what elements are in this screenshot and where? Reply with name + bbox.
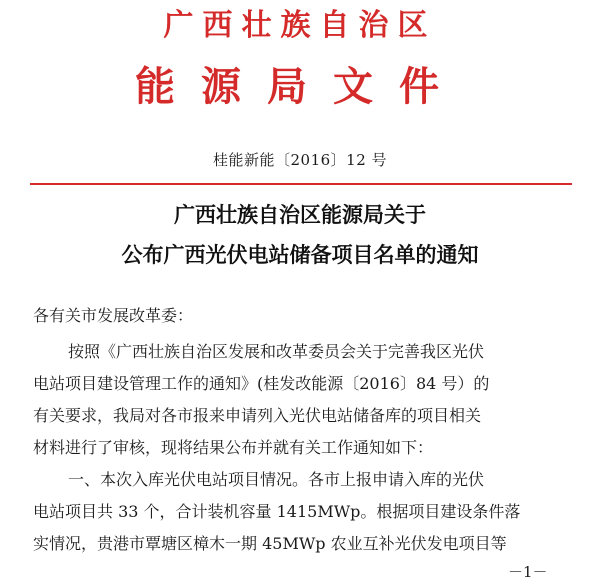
body-line: 实情况，贵港市覃塘区樟木一期 45MWp 农业互补光伏发电项目等 xyxy=(33,534,507,553)
red-divider-line xyxy=(30,183,572,185)
issuing-organization: 广西壮族自治区 xyxy=(163,8,437,43)
body-line: 材料进行了审核，现将结果公布并就有关工作通知如下： xyxy=(33,438,434,457)
body-line: 电站项目建设管理工作的通知》(桂发改能源〔2016〕84 号）的 xyxy=(33,374,490,393)
document-title-line-2: 公布广西光伏电站储备项目名单的通知 xyxy=(121,242,479,267)
document-type-heading: 能源局文件 xyxy=(135,63,465,110)
page-number: －1－ xyxy=(508,563,548,581)
document-number: 桂能新能〔2016〕12 号 xyxy=(212,151,388,169)
document-title-line-1: 广西壮族自治区能源局关于 xyxy=(174,202,426,227)
body-line: 有关要求，我局对各市报来申请列入光伏电站储备库的项目相关 xyxy=(33,406,482,425)
body-line: 一、本次入库光伏电站项目情况。各市上报申请入库的光伏 xyxy=(68,470,485,489)
salutation: 各有关市发展改革委： xyxy=(33,306,194,325)
body-line: 按照《广西壮族自治区发展和改革委员会关于完善我区光伏 xyxy=(68,342,485,361)
body-line: 电站项目共 33 个，合计装机容量 1415MWp。根据项目建设条件落 xyxy=(33,502,521,521)
